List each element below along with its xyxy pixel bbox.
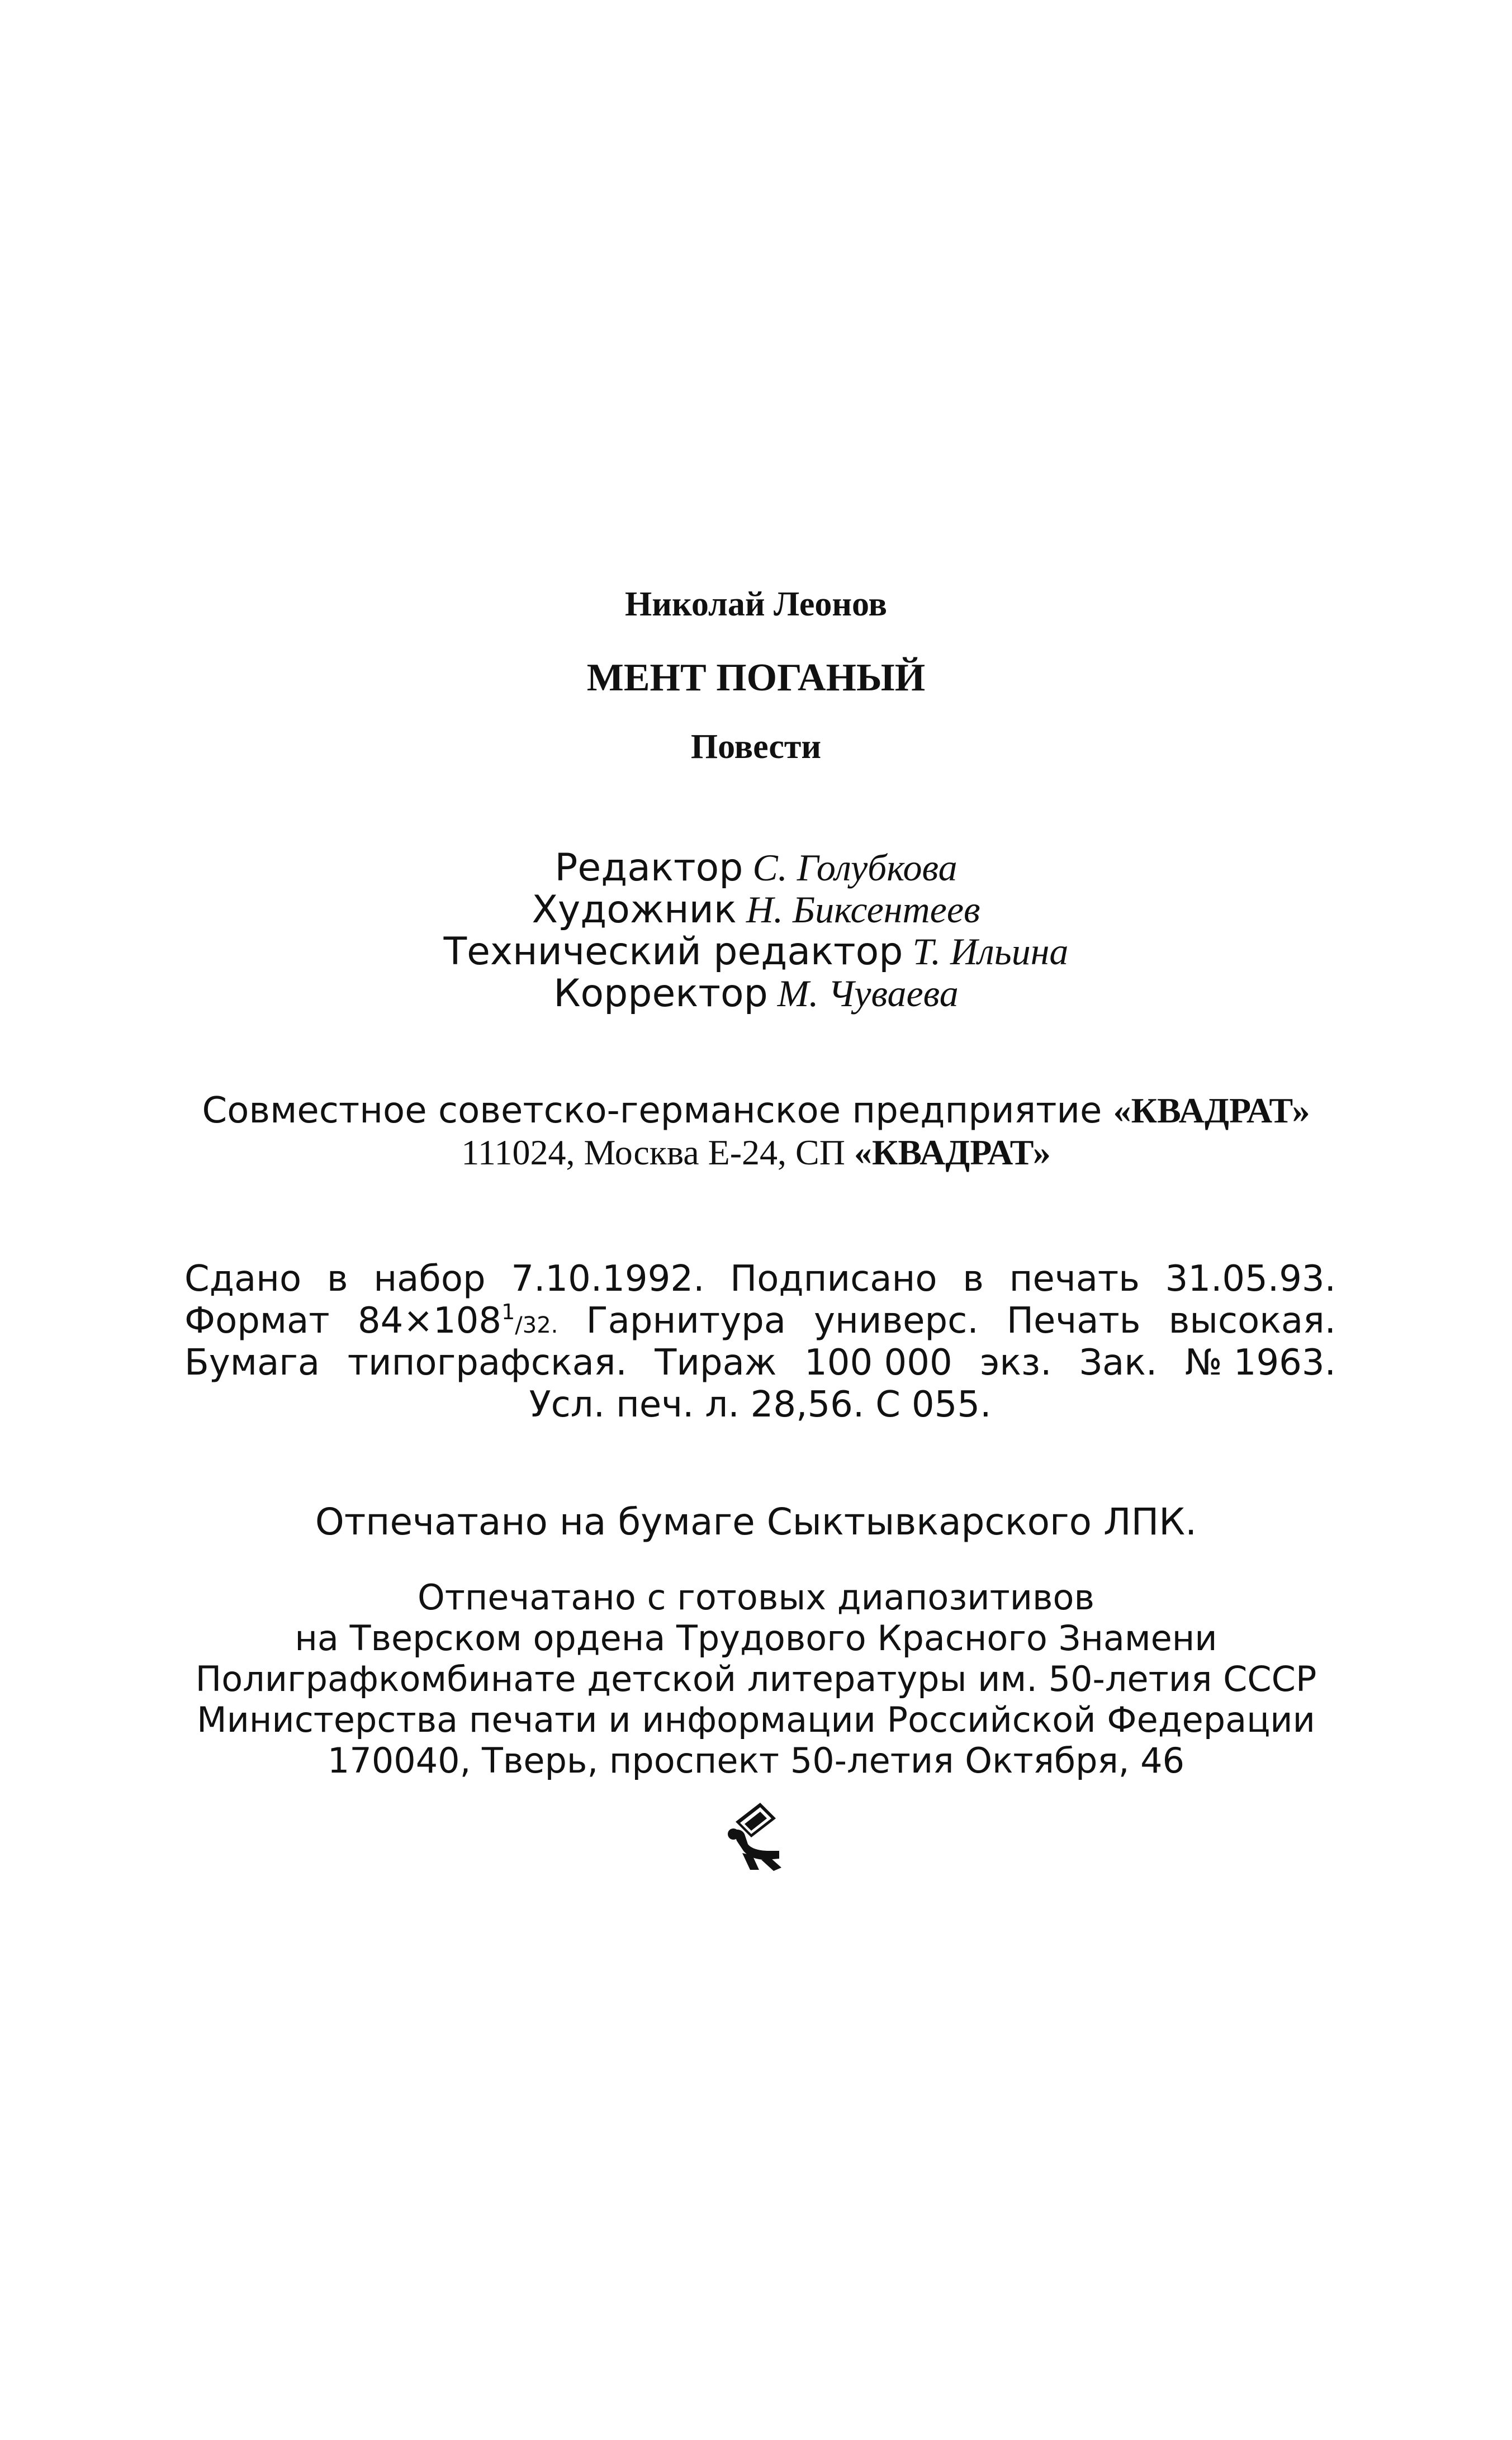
credit-proofreader — [0, 972, 1512, 1016]
spec-word: в — [963, 1258, 984, 1300]
spec-row-dates — [184, 1258, 1336, 1300]
book-genre: Повести — [690, 728, 822, 766]
credit-role: Технический редактор — [443, 930, 903, 974]
spec-word: высокая. — [1168, 1300, 1336, 1342]
printer-line: на Тверском ордена Трудового Красного Знамени — [295, 1618, 1217, 1659]
credit-editor — [0, 846, 1512, 890]
paper-note: Отпечатано на бумаге Сыктывкарского ЛПК. — [315, 1500, 1197, 1543]
spec-word: 31.05.93. — [1165, 1258, 1336, 1300]
credit-person: Н. Биксентеев — [746, 888, 980, 931]
spec-row-paper — [184, 1342, 1336, 1384]
spec-word: Бумага — [184, 1342, 320, 1384]
publisher-name: «КВАДРАТ» — [854, 1133, 1051, 1172]
credit-person: С. Голубкова — [752, 846, 958, 889]
spec-word: печ. — [616, 1384, 694, 1425]
publisher-address: 111024, Москва Е-24, СП — [461, 1133, 845, 1172]
spec-word: в — [326, 1258, 348, 1300]
spec-word: универс. — [814, 1300, 979, 1342]
publisher-line-1 — [0, 1090, 1512, 1131]
spec-word: 7.10.1992. — [511, 1258, 705, 1300]
publisher-line-2 — [0, 1135, 1512, 1171]
spec-word: С — [875, 1384, 900, 1425]
author-name: Николай Леонов — [625, 585, 887, 623]
spec-word: Формат — [184, 1300, 330, 1342]
format-superscript: 1 — [501, 1300, 515, 1324]
spec-word: № 1963. — [1184, 1342, 1336, 1384]
credit-artist — [0, 888, 1512, 932]
spec-row-format — [184, 1300, 1336, 1342]
publisher-name: «КВАДРАТ» — [1113, 1091, 1310, 1130]
printer-line: Министерства печати и информации Российской Федерации — [197, 1699, 1315, 1740]
spec-word: Зак. — [1079, 1342, 1158, 1384]
credit-role: Редактор — [554, 846, 743, 890]
spec-word: 28,56. — [750, 1384, 865, 1425]
spec-row-sheets — [184, 1384, 1336, 1425]
credit-role: Художник — [532, 888, 737, 932]
spec-word: Печать — [1006, 1300, 1141, 1342]
spec-word: 100 000 — [804, 1342, 952, 1384]
printer-line: Полиграфкомбинате детской литературы им. 50-летия СССР — [195, 1659, 1317, 1699]
spec-word: Подписано — [730, 1258, 937, 1300]
printer-line: 170040, Тверь, проспект 50-летия Октября, 46 — [327, 1740, 1185, 1781]
book-title: МЕНТ ПОГАНЫЙ — [586, 656, 926, 699]
spec-word: экз. — [980, 1342, 1052, 1384]
spec-word: Тираж — [655, 1342, 777, 1384]
format-main: 84×108 — [357, 1300, 502, 1342]
spec-word: Усл. — [529, 1384, 605, 1425]
credit-person: М. Чуваева — [777, 972, 959, 1015]
credit-person: Т. Ильина — [912, 930, 1069, 973]
spec-word: Сдано — [184, 1258, 302, 1300]
format-subscript: /32. — [515, 1313, 558, 1338]
spec-word: л. — [705, 1384, 740, 1425]
credit-role: Корректор — [553, 972, 768, 1016]
spec-word: печать — [1009, 1258, 1140, 1300]
spec-word: набор — [373, 1258, 486, 1300]
spec-word: типографская. — [347, 1342, 627, 1384]
spec-format — [357, 1300, 558, 1342]
spec-word: 055. — [911, 1384, 992, 1425]
spec-word: Гарнитура — [586, 1300, 786, 1342]
publisher-prefix: Совместное советско-германское предприятие — [202, 1090, 1102, 1131]
printer-logo-icon — [726, 1797, 788, 1875]
credit-tech-editor — [0, 930, 1512, 974]
printer-line: Отпечатано с готовых диапозитивов — [417, 1577, 1095, 1618]
